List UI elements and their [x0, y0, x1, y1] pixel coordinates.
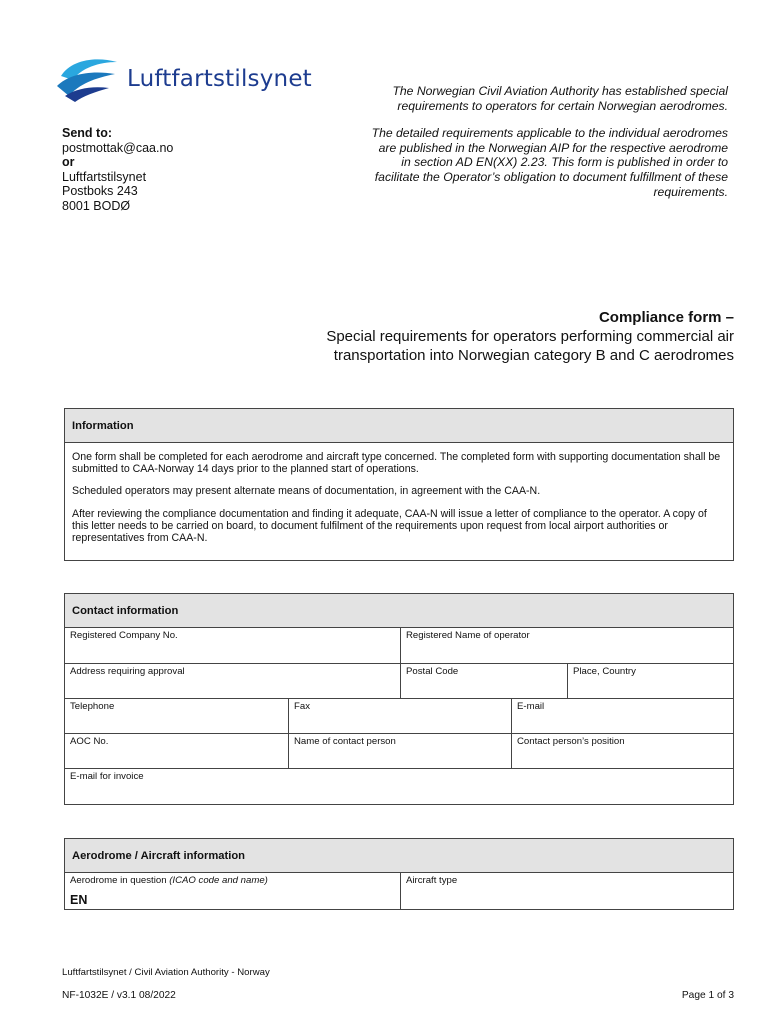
postal-code-label: Postal Code	[406, 666, 459, 677]
telephone-label: Telephone	[70, 701, 115, 712]
logo	[55, 56, 312, 102]
contact-row-3	[65, 698, 733, 733]
aerodrome-row	[65, 873, 733, 909]
fax-field[interactable]	[288, 699, 511, 733]
logo-text: Luftfartstilsynet	[127, 66, 312, 92]
contact-section	[64, 593, 734, 805]
invoice-email-label: E-mail for invoice	[70, 771, 144, 782]
address-label: Address requiring approval	[70, 666, 185, 677]
aircraft-type-label: Aircraft type	[406, 875, 458, 886]
intro-paragraph-2: The detailed requirements applicable to the individual aerodromes are published in the Norwegian AIP for the respective aerodrome in section AD EN(XX) 2.23. This form is published in order to facilitate the Operator’s obligation to document fulfillment of these requirements.	[371, 126, 728, 199]
contact-name-field[interactable]	[288, 734, 511, 768]
send-to-org: Luftfartstilsynet	[62, 169, 147, 184]
send-to-address	[62, 126, 173, 213]
invoice-email-field[interactable]	[65, 769, 733, 803]
registered-name-label: Registered Name of operator	[406, 630, 530, 641]
information-body	[65, 443, 733, 560]
email-label: E-mail	[517, 701, 545, 712]
send-to-city: 8001 BODØ	[62, 198, 131, 213]
registered-company-no-field[interactable]	[65, 628, 400, 663]
aoc-no-field[interactable]	[65, 734, 288, 768]
contact-row-5	[65, 768, 733, 803]
information-paragraph-1: One form shall be completed for each aerodrome and aircraft type concerned. The completed form with supporting documentation shall be submitted to CAA-Norway 14 days prior to the planned start of operations.	[72, 451, 721, 476]
aerodrome-heading: Aerodrome / Aircraft information	[65, 839, 733, 873]
intro-text	[368, 84, 728, 212]
contact-row-1	[65, 628, 733, 663]
aerodrome-section	[64, 838, 734, 910]
aerodrome-label: Aerodrome in question	[70, 875, 167, 886]
send-to-label: Send to:	[62, 126, 112, 140]
postal-code-field[interactable]	[400, 664, 567, 698]
contact-row-2	[65, 663, 733, 698]
airplane-logo-icon	[55, 56, 121, 102]
place-country-label: Place, Country	[573, 666, 636, 677]
footer-page-number: Page 1 of 3	[681, 990, 734, 1001]
telephone-field[interactable]	[65, 699, 288, 733]
footer-form-id: NF-1032E / v3.1 08/2022	[62, 990, 176, 1001]
send-to-email[interactable]: postmottak@caa.no	[62, 140, 174, 155]
email-field[interactable]	[511, 699, 733, 733]
contact-heading: Contact information	[65, 594, 733, 628]
place-country-field[interactable]	[567, 664, 733, 698]
address-field[interactable]	[65, 664, 400, 698]
information-section	[64, 408, 734, 561]
information-heading: Information	[65, 409, 733, 443]
contact-position-label: Contact person’s position	[517, 736, 625, 747]
fax-label: Fax	[294, 701, 310, 712]
intro-paragraph-1: The Norwegian Civil Aviation Authority has established special requirements to operators for certain Norwegian aerodromes.	[392, 84, 728, 113]
registered-name-field[interactable]	[400, 628, 733, 663]
contact-position-field[interactable]	[511, 734, 733, 768]
title-sub: Special requirements for operators performing commercial air transportation into Norwegian category B and C aerodromes	[326, 328, 734, 364]
aerodrome-value[interactable]: EN	[70, 893, 88, 907]
aoc-no-label: AOC No.	[70, 736, 109, 747]
send-to-or: or	[62, 155, 75, 169]
aerodrome-field[interactable]	[65, 873, 400, 909]
information-paragraph-3: After reviewing the compliance documentation and finding it adequate, CAA-N will issue a letter of compliance to the operator. A copy of this letter needs to be carried on board, to document fulfilment of the requirements upon request from local airport authorities or representatives from CAA-N.	[72, 507, 707, 545]
page-title	[274, 308, 734, 365]
send-to-box: Postboks 243	[62, 184, 138, 198]
footer-authority: Luftfartstilsynet / Civil Aviation Authority - Norway	[62, 967, 270, 978]
contact-name-label: Name of contact person	[294, 736, 396, 747]
registered-company-no-label: Registered Company No.	[70, 630, 178, 641]
title-main: Compliance form –	[598, 309, 734, 326]
aircraft-type-field[interactable]	[400, 873, 733, 909]
contact-row-4	[65, 733, 733, 768]
information-paragraph-2: Scheduled operators may present alternate means of documentation, in agreement with the CAA-N.	[72, 485, 541, 498]
aerodrome-hint: (ICAO code and name)	[169, 875, 268, 886]
